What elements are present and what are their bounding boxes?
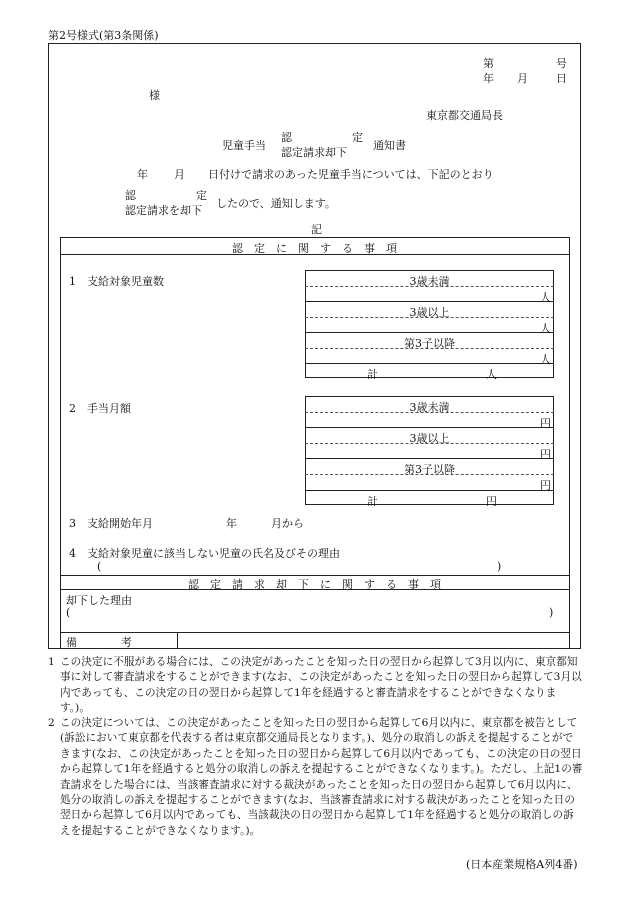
item2-unit-third-child: 円 <box>540 479 551 492</box>
item3-year: 年 <box>226 517 237 530</box>
body-year: 年 <box>137 168 148 181</box>
title-option1-a: 認 <box>281 131 292 144</box>
body-line2: したので、通知します。 <box>216 197 336 210</box>
addressee-suffix: 様 <box>149 89 160 102</box>
item1-row-under3: 3歳未満 <box>409 275 450 288</box>
note-2-number: 2 <box>48 717 55 729</box>
item2-total-label: 計 <box>367 495 378 508</box>
table-top-line <box>60 237 569 238</box>
item1-unit-under3: 人 <box>540 291 551 304</box>
body-month: 月 <box>174 168 185 181</box>
note-1 <box>48 655 583 717</box>
title-right: 通知書 <box>373 139 406 152</box>
note-2 <box>48 716 583 839</box>
item4-paren-close: ) <box>497 560 502 573</box>
body-line1: 日付けで請求のあった児童手当については、下記のとおり <box>208 168 494 181</box>
item1-unit-third-child: 人 <box>540 353 551 366</box>
remarks-label: 備 考 <box>66 636 132 649</box>
item1-label: 1 支給対象児童数 <box>69 275 164 288</box>
table-right-line <box>569 237 570 648</box>
table-bottom-line <box>60 648 569 649</box>
item1-total-label: 計 <box>367 368 378 381</box>
number-prefix: 第 <box>483 57 494 70</box>
note-1-text: この決定に不服がある場合には、この決定があったことを知った日の翌日から起算して3月以内に、東京都知事に対して審査請求をすることができます(なお、この決定があったことを知った日の翌日から起算して3月以内であっても、この決定の日の翌日から起算して1年を経過すると審査請求をすることができなくなります。)。 <box>60 656 582 715</box>
item2-row-third-child: 第3子以降 <box>404 463 455 476</box>
section-kyakka-heading: 認 定 請 求 却 下 に 関 す る 事 項 <box>188 578 441 591</box>
item1-unit-over3: 人 <box>540 322 551 335</box>
item2-line3 <box>305 490 554 491</box>
body-option1-a: 認 <box>125 189 136 202</box>
title-option1-b: 定 <box>352 131 363 144</box>
item1-total-unit: 人 <box>486 368 497 381</box>
item2-line1 <box>305 427 554 428</box>
date-month: 月 <box>517 72 528 85</box>
item2-line2 <box>305 458 554 459</box>
body-option2: 認定請求を却下 <box>125 204 202 217</box>
body-option1-b: 定 <box>196 189 207 202</box>
item4-paren-open: ( <box>97 560 102 573</box>
note-1-number: 1 <box>48 656 55 668</box>
item3-month: 月から <box>271 517 304 530</box>
item2-row-over3: 3歳以上 <box>409 432 450 445</box>
title-option2: 認定請求却下 <box>281 146 347 159</box>
item2-row-under3: 3歳未満 <box>409 401 450 414</box>
date-day: 日 <box>556 72 567 85</box>
item1-row-over3: 3歳以上 <box>409 306 450 319</box>
item1-row-third-child: 第3子以降 <box>404 337 455 350</box>
item2-total-unit: 円 <box>486 495 497 508</box>
date-year: 年 <box>483 72 494 85</box>
paper-size-note: (日本産業規格A列4番) <box>466 858 578 871</box>
item2-unit-over3: 円 <box>540 448 551 461</box>
issuer-name: 東京都交通局長 <box>426 109 503 122</box>
form-number-label: 第2号様式(第3条関係) <box>48 29 159 42</box>
item2-label: 2 手当月額 <box>69 402 131 415</box>
reason-paren-open: ( <box>66 606 71 619</box>
item1-line3 <box>305 363 554 364</box>
item3-label: 3 支給開始年月 <box>69 517 153 530</box>
reason-label: 却下した理由 <box>66 594 132 607</box>
section-nintei-heading: 認 定 に 関 す る 事 項 <box>232 242 397 255</box>
note-2-text: この決定については、この決定があったことを知った日の翌日から起算して6月以内に、東京都を被告として(訴訟において東京都を代表する者は東京都交通局長となります。)、処分の取消しの訴えを提起することができます(なお、この決定があったことを知った日の翌日から起算して6月以内であっても、この決定の日の翌日から起算して1年を経過すると処分の取消しの訴えを提起することができなくなります。)。ただし、上記1の審査請求をした場合には、当該審査請求に対する裁決があったことを知った日の翌日から起算して6月以内に、処分の取消しの訴えを提起することができます(なお、当該審査請求に対する裁決があったことを知った日の翌日から起算して6月以内であっても、当該裁決の日の翌日から起算して1年を経過すると処分の取消しの訴えを提起することができなくなります。)。 <box>60 717 583 837</box>
item1-line1 <box>305 301 554 302</box>
item2-unit-under3: 円 <box>540 417 551 430</box>
remarks-divider <box>177 632 178 648</box>
reason-paren-close: ) <box>549 606 554 619</box>
remarks-top-line <box>60 632 569 633</box>
ki-label: 記 <box>311 223 322 236</box>
title-left: 児童手当 <box>222 139 266 152</box>
item4-label: 4 支給対象児童に該当しない児童の氏名及びその理由 <box>69 547 340 560</box>
item1-line2 <box>305 332 554 333</box>
number-suffix: 号 <box>556 57 567 70</box>
